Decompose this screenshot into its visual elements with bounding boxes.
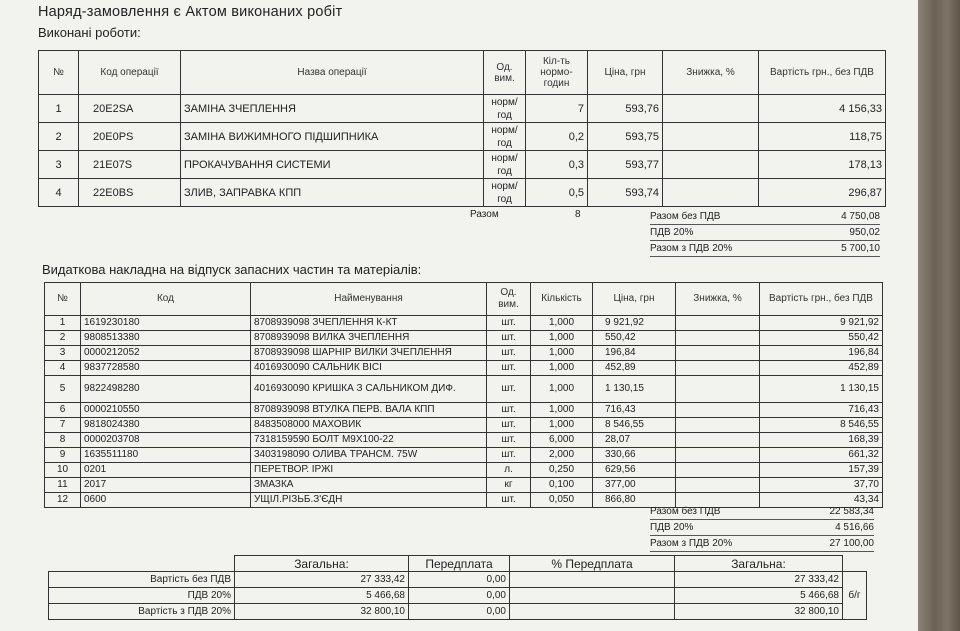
parts-cell-price: 377,00 [593, 478, 676, 493]
parts-cell-qty: 6,000 [531, 433, 593, 448]
parts-cell-qty: 1,000 [531, 346, 593, 361]
parts-cell-n: 3 [45, 346, 81, 361]
works-table [38, 50, 886, 207]
parts-cell-total: 9 921,92 [760, 316, 883, 331]
works-total-row [650, 225, 880, 241]
parts-cell-unit: шт. [487, 376, 531, 403]
summary-total2: 27 333,42 [675, 572, 843, 588]
parts-cell-unit: шт. [487, 493, 531, 508]
parts-cell-unit: шт. [487, 448, 531, 463]
parts-cell-name: 8708939098 ВТУЛКА ПЕРВ. ВАЛА КПП [251, 403, 487, 418]
works-row [39, 179, 886, 207]
parts-total-label: Разом з ПДВ 20% [650, 538, 733, 549]
parts-total-row [650, 520, 874, 536]
parts-col-header: Од. вим. [487, 283, 531, 316]
works-cell-name: ЗАМІНА ЗЧЕПЛЕННЯ [181, 95, 484, 123]
works-total-value: 950,02 [849, 227, 880, 238]
parts-cell-qty: 1,000 [531, 316, 593, 331]
parts-cell-code: 0000203708 [81, 433, 251, 448]
parts-cell-name: 4016930090 САЛЬНИК ВІСІ [251, 361, 487, 376]
parts-cell-n: 6 [45, 403, 81, 418]
parts-cell-total: 8 546,55 [760, 418, 883, 433]
parts-cell-total: 661,32 [760, 448, 883, 463]
works-cell-price: 593,77 [588, 151, 663, 179]
summary-total: 27 333,42 [235, 572, 409, 588]
parts-cell-total: 157,39 [760, 463, 883, 478]
summary-row [49, 588, 867, 604]
parts-cell-n: 5 [45, 376, 81, 403]
summary-total: 5 466,68 [235, 588, 409, 604]
works-sum-label: Разом [470, 209, 499, 220]
parts-cell-disc [676, 331, 760, 346]
parts-cell-code: 9808513380 [81, 331, 251, 346]
works-total-label: Разом з ПДВ 20% [650, 243, 733, 254]
parts-cell-code: 2017 [81, 478, 251, 493]
parts-cell-n: 9 [45, 448, 81, 463]
parts-cell-total: 1 130,15 [760, 376, 883, 403]
parts-cell-name: ПЕРЕТВОР. ІРЖІ [251, 463, 487, 478]
summary-label: Вартість без ПДВ [49, 572, 235, 588]
works-col-header: Знижка, % [663, 51, 759, 95]
parts-cell-name: 8483508000 МАХОВИК [251, 418, 487, 433]
document-title: Наряд-замовлення є Актом виконаних робіт [38, 4, 343, 20]
works-cell-price: 593,76 [588, 95, 663, 123]
summary-prepay: 0,00 [409, 604, 510, 620]
parts-cell-total: 550,42 [760, 331, 883, 346]
works-cell-unit: норм/год [484, 95, 526, 123]
parts-cell-qty: 0,100 [531, 478, 593, 493]
works-total-value: 4 750,08 [841, 211, 880, 222]
summary-prepay: 0,00 [409, 572, 510, 588]
summary-pct [510, 572, 675, 588]
parts-cell-qty: 1,000 [531, 361, 593, 376]
parts-cell-unit: шт. [487, 331, 531, 346]
parts-total-value: 27 100,00 [829, 538, 874, 549]
works-col-header: № [39, 51, 79, 95]
works-sum-qty: 8 [575, 209, 581, 220]
parts-cell-unit: шт. [487, 316, 531, 331]
works-heading: Виконані роботи: [38, 25, 141, 40]
parts-cell-code: 9818024380 [81, 418, 251, 433]
works-cell-qty: 0,5 [526, 179, 588, 207]
parts-col-header: Найменування [251, 283, 487, 316]
works-col-header: Од. вим. [484, 51, 526, 95]
parts-cell-price: 452,89 [593, 361, 676, 376]
parts-row [45, 316, 883, 331]
parts-cell-total: 168,39 [760, 433, 883, 448]
summary-header: Загальна: [675, 556, 843, 572]
parts-cell-n: 4 [45, 361, 81, 376]
works-cell-total: 4 156,33 [759, 95, 886, 123]
parts-cell-disc [676, 433, 760, 448]
parts-cell-n: 10 [45, 463, 81, 478]
works-col-header: Код операції [79, 51, 181, 95]
parts-cell-unit: шт. [487, 361, 531, 376]
parts-col-header: Кількість [531, 283, 593, 316]
wood-background [918, 0, 960, 631]
works-total-label: ПДВ 20% [650, 227, 694, 238]
parts-cell-code: 0000212052 [81, 346, 251, 361]
parts-total-value: 22 583,34 [829, 506, 874, 517]
works-totals [650, 209, 880, 257]
parts-cell-n: 11 [45, 478, 81, 493]
works-cell-qty: 7 [526, 95, 588, 123]
parts-cell-n: 12 [45, 493, 81, 508]
parts-cell-name: 7318159590 БОЛТ М9Х100-22 [251, 433, 487, 448]
parts-cell-n: 1 [45, 316, 81, 331]
parts-cell-code: 1635511180 [81, 448, 251, 463]
parts-row [45, 433, 883, 448]
summary-prepay: 0,00 [409, 588, 510, 604]
works-cell-name: ЗЛИВ, ЗАПРАВКА КПП [181, 179, 484, 207]
works-row [39, 95, 886, 123]
parts-row [45, 478, 883, 493]
summary-pct [510, 588, 675, 604]
parts-cell-price: 196,84 [593, 346, 676, 361]
works-cell-name: ПРОКАЧУВАННЯ СИСТЕМИ [181, 151, 484, 179]
parts-row [45, 448, 883, 463]
parts-cell-unit: л. [487, 463, 531, 478]
parts-row [45, 331, 883, 346]
works-total-label: Разом без ПДВ [650, 211, 721, 222]
parts-cell-price: 629,56 [593, 463, 676, 478]
parts-cell-name: 3403198090 ОЛИВА ТРАНСМ. 75W [251, 448, 487, 463]
parts-cell-total: 37,70 [760, 478, 883, 493]
parts-heading: Видаткова накладна на відпуск запасних частин та матеріалів: [42, 262, 422, 277]
parts-cell-code: 9822498280 [81, 376, 251, 403]
parts-total-value: 4 516,66 [835, 522, 874, 533]
works-cell-unit: норм/год [484, 151, 526, 179]
works-cell-price: 593,74 [588, 179, 663, 207]
parts-cell-n: 2 [45, 331, 81, 346]
parts-cell-code: 1619230180 [81, 316, 251, 331]
parts-row [45, 361, 883, 376]
parts-cell-qty: 0,050 [531, 493, 593, 508]
parts-cell-total: 716,43 [760, 403, 883, 418]
parts-cell-price: 1 130,15 [593, 376, 676, 403]
summary-table [48, 555, 867, 620]
summary-header: Загальна: [235, 556, 409, 572]
works-cell-total: 178,13 [759, 151, 886, 179]
parts-total-row [650, 504, 874, 520]
works-cell-disc [663, 179, 759, 207]
works-cell-code: 20E2SA [79, 95, 181, 123]
works-total-value: 5 700,10 [841, 243, 880, 254]
parts-cell-disc [676, 316, 760, 331]
works-cell-total: 296,87 [759, 179, 886, 207]
parts-cell-unit: шт. [487, 346, 531, 361]
works-cell-qty: 0,3 [526, 151, 588, 179]
summary-header-row [49, 556, 867, 572]
parts-cell-disc [676, 463, 760, 478]
works-cell-unit: норм/год [484, 179, 526, 207]
parts-cell-qty: 1,000 [531, 403, 593, 418]
parts-cell-name: 8708939098 ЗЧЕПЛЕННЯ К-КТ [251, 316, 487, 331]
parts-cell-unit: шт. [487, 403, 531, 418]
parts-total-row [650, 536, 874, 552]
parts-cell-price: 9 921,92 [593, 316, 676, 331]
summary-row [49, 572, 867, 588]
works-cell-disc [663, 123, 759, 151]
works-cell-qty: 0,2 [526, 123, 588, 151]
works-col-header: Кіл-ть нормо-годин [526, 51, 588, 95]
summary-header: Передплата [409, 556, 510, 572]
works-cell-n: 3 [39, 151, 79, 179]
works-cell-code: 22E0BS [79, 179, 181, 207]
summary-total2: 32 800,10 [675, 604, 843, 620]
works-cell-unit: норм/год [484, 123, 526, 151]
parts-cell-disc [676, 403, 760, 418]
parts-cell-name: УЩІЛ.РІЗЬБ.З'ЄДН [251, 493, 487, 508]
parts-cell-disc [676, 478, 760, 493]
parts-row [45, 418, 883, 433]
parts-cell-disc [676, 376, 760, 403]
parts-total-label: Разом без ПДВ [650, 506, 721, 517]
works-total-row [650, 241, 880, 257]
parts-cell-disc [676, 418, 760, 433]
parts-row [45, 376, 883, 403]
summary-label: Вартість з ПДВ 20% [49, 604, 235, 620]
parts-table [44, 282, 883, 508]
parts-cell-name: 4016930090 КРИШКА З САЛЬНИКОМ ДИФ. [251, 376, 487, 403]
parts-col-header: Код [81, 283, 251, 316]
parts-col-header: № [45, 283, 81, 316]
parts-cell-qty: 0,250 [531, 463, 593, 478]
works-col-header: Ціна, грн [588, 51, 663, 95]
works-cell-code: 21E07S [79, 151, 181, 179]
parts-cell-total: 196,84 [760, 346, 883, 361]
parts-cell-qty: 2,000 [531, 448, 593, 463]
parts-totals [650, 504, 874, 552]
works-total-row [650, 209, 880, 225]
summary-side: б/г [843, 572, 867, 620]
parts-cell-disc [676, 346, 760, 361]
parts-cell-unit: шт. [487, 418, 531, 433]
parts-cell-qty: 1,000 [531, 418, 593, 433]
works-col-header: Вартість грн., без ПДВ [759, 51, 886, 95]
works-cell-name: ЗАМІНА ВИЖИМНОГО ПІДШИПНИКА [181, 123, 484, 151]
works-cell-n: 1 [39, 95, 79, 123]
works-col-header: Назва операції [181, 51, 484, 95]
works-cell-n: 4 [39, 179, 79, 207]
summary-total2: 5 466,68 [675, 588, 843, 604]
works-cell-total: 118,75 [759, 123, 886, 151]
parts-cell-code: 0600 [81, 493, 251, 508]
parts-cell-price: 28,07 [593, 433, 676, 448]
summary-pct [510, 604, 675, 620]
parts-cell-price: 550,42 [593, 331, 676, 346]
summary-label: ПДВ 20% [49, 588, 235, 604]
parts-cell-name: ЗМАЗКА [251, 478, 487, 493]
works-cell-n: 2 [39, 123, 79, 151]
parts-row [45, 346, 883, 361]
summary-corner [49, 556, 235, 572]
parts-cell-code: 0201 [81, 463, 251, 478]
works-cell-code: 20E0PS [79, 123, 181, 151]
parts-cell-name: 8708939098 ВИЛКА ЗЧЕПЛЕННЯ [251, 331, 487, 346]
parts-cell-total: 43,34 [760, 493, 883, 508]
parts-cell-qty: 1,000 [531, 331, 593, 346]
parts-cell-unit: кг [487, 478, 531, 493]
works-cell-price: 593,75 [588, 123, 663, 151]
works-cell-disc [663, 95, 759, 123]
parts-col-header: Знижка, % [676, 283, 760, 316]
parts-cell-name: 8708939098 ШАРНІР ВИЛКИ ЗЧЕПЛЕННЯ [251, 346, 487, 361]
parts-row [45, 463, 883, 478]
parts-col-header: Вартість грн., без ПДВ [760, 283, 883, 316]
parts-cell-price: 866,80 [593, 493, 676, 508]
works-row [39, 123, 886, 151]
parts-cell-qty: 1,000 [531, 376, 593, 403]
parts-cell-price: 330,66 [593, 448, 676, 463]
parts-cell-unit: шт. [487, 433, 531, 448]
parts-cell-disc [676, 361, 760, 376]
parts-total-label: ПДВ 20% [650, 522, 694, 533]
parts-row [45, 403, 883, 418]
summary-header: % Передплата [510, 556, 675, 572]
parts-cell-disc [676, 448, 760, 463]
parts-cell-price: 716,43 [593, 403, 676, 418]
parts-cell-code: 9837728580 [81, 361, 251, 376]
parts-cell-total: 452,89 [760, 361, 883, 376]
parts-cell-n: 7 [45, 418, 81, 433]
parts-cell-code: 0000210550 [81, 403, 251, 418]
parts-cell-n: 8 [45, 433, 81, 448]
summary-corner-right [843, 556, 867, 572]
works-row [39, 151, 886, 179]
summary-total: 32 800,10 [235, 604, 409, 620]
works-cell-disc [663, 151, 759, 179]
parts-cell-price: 8 546,55 [593, 418, 676, 433]
summary-row [49, 604, 867, 620]
parts-col-header: Ціна, грн [593, 283, 676, 316]
